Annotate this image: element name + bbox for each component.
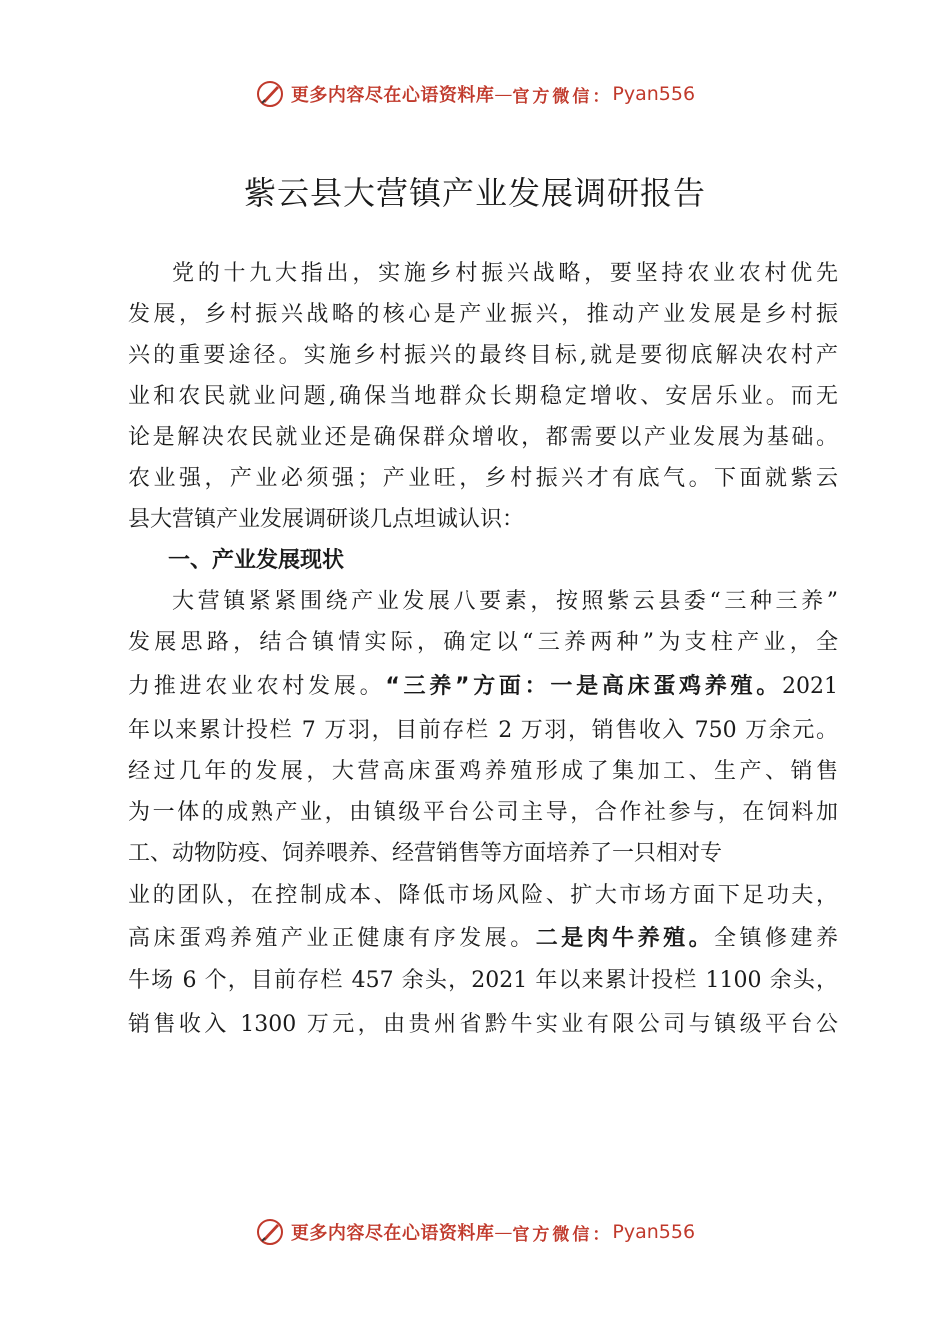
paragraph-line: 经过几年的发展，大营高床蛋鸡养殖形成了集加工、生产、销售 (128, 759, 838, 784)
paragraph-line: 牛场 6 个，目前存栏 457 余头，2021 年以来累计投栏 1100 余头， (128, 968, 838, 993)
document-title: 紫云县大营镇产业发展调研报告 (243, 174, 706, 212)
paragraph-line: 农业强，产业必须强；产业旺，乡村振兴才有底气。下面就紫云 (128, 466, 838, 491)
quill-logo-icon (255, 79, 285, 109)
paragraph-line: 为一体的成熟产业，由镇级平台公司主导，合作社参与，在饲料加 (128, 800, 838, 825)
watermark-text: 更多内容尽在心语资料库 (290, 1223, 495, 1244)
paragraph-line (128, 918, 838, 959)
watermark-wechat-label: 官方微信： (512, 1224, 613, 1245)
watermark-banner-top (0, 74, 950, 114)
watermark-wechat-label: 官方微信： (512, 86, 613, 107)
paragraph-line: 兴的重要途径。实施乡村振兴的最终目标,就是要彻底解决农村产 (128, 343, 838, 368)
watermark-wechat-id: Pyan556 (612, 1221, 696, 1243)
paragraph-line: 年以来累计投栏 7 万羽，目前存栏 2 万羽，销售收入 750 万余元。 (128, 718, 838, 743)
line-text: 2021 (782, 674, 838, 699)
line-text: 高床蛋鸡养殖产业正健康有序发展。 (128, 926, 536, 951)
line-text: 全镇修建养 (714, 926, 838, 951)
paragraph-line: 销售收入 1300 万元，由贵州省黔牛实业有限公司与镇级平台公 (128, 1012, 838, 1037)
document-body (128, 253, 838, 1047)
bold-subheading: 二是肉牛养殖。 (535, 926, 715, 951)
paragraph-line: 工、动物防疫、饲养喂养、经营销售等方面培养了一只相对专 (128, 841, 723, 866)
section-heading: 一、产业发展现状 (168, 548, 345, 573)
watermark-separator: — (494, 83, 513, 105)
bold-subheading: “三养”方面：一是高床蛋鸡养殖。 (385, 674, 782, 699)
line-text: 力推进农业农村发展。 (128, 674, 386, 699)
paragraph-line: 论是解决农民就业还是确保群众增收，都需要以产业发展为基础。 (128, 425, 838, 450)
watermark-text: 更多内容尽在心语资料库 (290, 85, 495, 106)
paragraph-line: 发展，乡村振兴战略的核心是产业振兴，推动产业发展是乡村振 (128, 302, 838, 327)
paragraph-line: 业的团队，在控制成本、降低市场风险、扩大市场方面下足功夫， (128, 883, 838, 908)
watermark-separator: — (494, 1221, 513, 1243)
watermark-banner-bottom (0, 1212, 950, 1252)
paragraph-line: 业和农民就业问题,确保当地群众长期稳定增收、安居乐业。而无 (128, 384, 838, 409)
watermark-wechat-id: Pyan556 (612, 83, 696, 105)
quill-logo-icon (255, 1217, 285, 1247)
paragraph-line (128, 663, 838, 710)
paragraph-line: 大营镇紧紧围绕产业发展八要素，按照紫云县委“三种三养” (172, 589, 838, 614)
paragraph-line: 发展思路，结合镇情实际，确定以“三养两种”为支柱产业，全 (128, 630, 838, 655)
paragraph-line: 县大营镇产业发展调研谈几点坦诚认识： (128, 507, 525, 532)
paragraph-line: 党的十九大指出，实施乡村振兴战略，要坚持农业农村优先 (172, 261, 838, 286)
